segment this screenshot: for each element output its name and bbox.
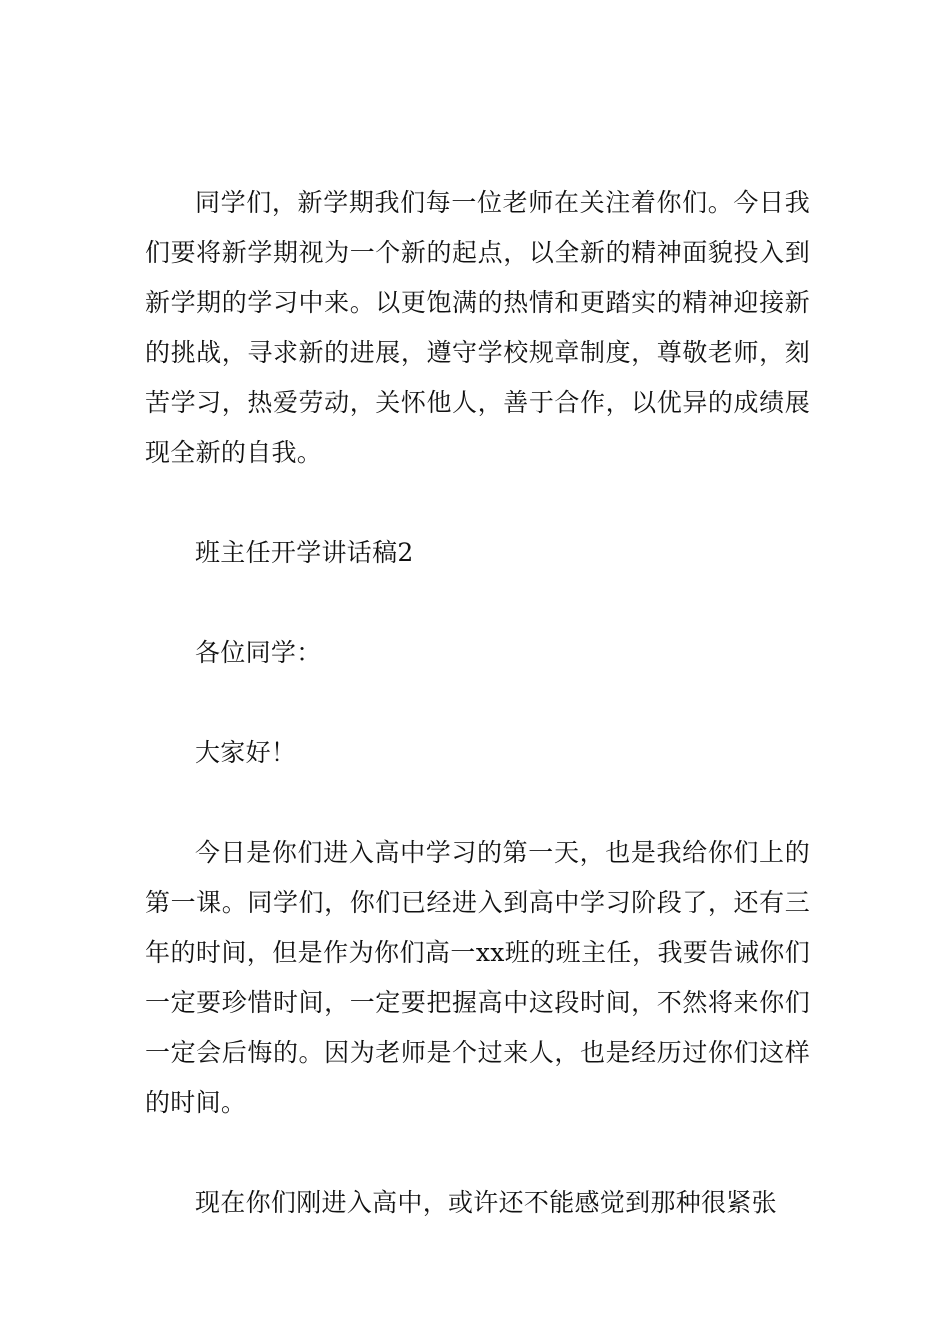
section-heading: 班主任开学讲话稿2: [195, 538, 414, 567]
document-body: [145, 178, 810, 1228]
paragraph-first-day: 今日是你们进入高中学习的第一天，也是我给你们上的第一课。同学们，你们已经进入到高中学习阶段了，还有三年的时间，但是作为你们高一xx班的班主任，我要告诫你们一定要珍惜时间，一定要把握高中这段时间，不然将来你们一定会后悔的。因为老师是个过来人，也是经历过你们这样的时间。: [145, 838, 810, 1117]
greeting: 大家好！: [195, 738, 297, 767]
salutation: 各位同学：: [195, 638, 322, 667]
paragraph-intro: 同学们，新学期我们每一位老师在关注着你们。今日我们要将新学期视为一个新的起点，以全新的精神面貌投入到新学期的学习中来。以更饱满的热情和更踏实的精神迎接新的挑战，寻求新的进展，遵守学校规章制度，尊敬老师，刻苦学习，热爱劳动，关怀他人，善于合作，以优异的成绩展现全新的自我。: [145, 188, 810, 467]
paragraph-continued: 现在你们刚进入高中，或许还不能感觉到那种很紧张: [195, 1188, 777, 1217]
